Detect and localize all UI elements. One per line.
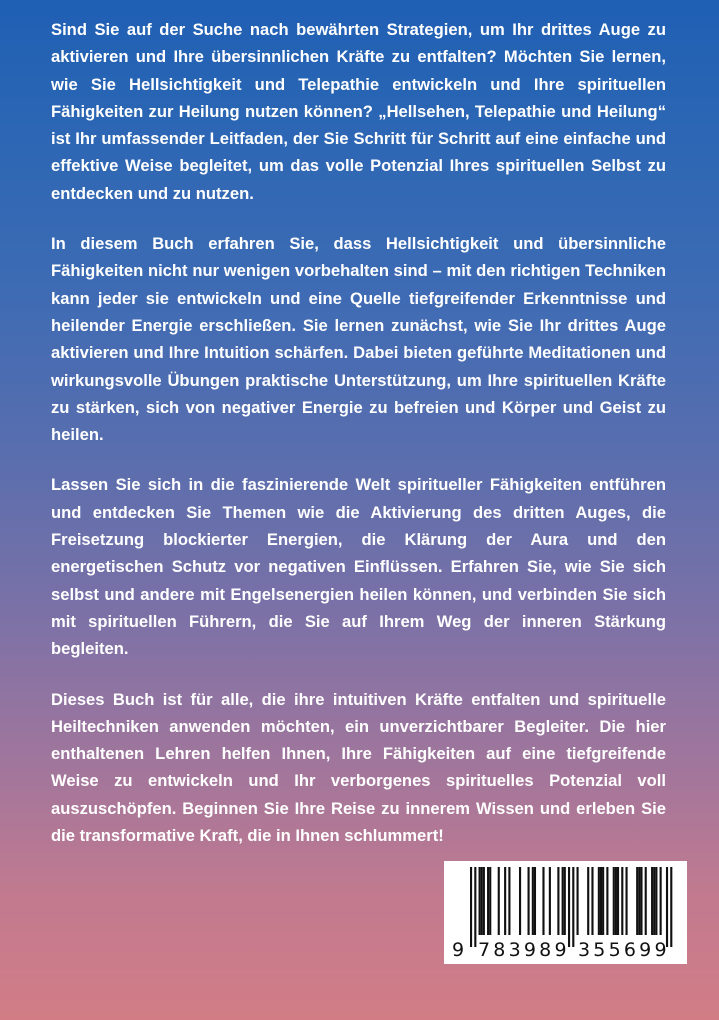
barcode-bar xyxy=(562,867,564,935)
blurb-paragraph-4: Dieses Buch ist für alle, die ihre intuitiven Kräfte entfalten und spirituelle Heiltechniken anwenden möchten, ein unverzichtbarer Begleiter. Die hier enthaltenen Lehren helfen Ihnen, Ihre Fähigkeiten auf eine tiefgreifende Weise zu entwickeln und Ihr verborgenes spirituelles Potenzial voll auszuschöpfen. Beginnen Sie Ihre Reise zu innerem Wissen und erleben Sie die transformative Kraft, die in Ihnen schlummert! xyxy=(51,689,666,846)
barcode-bar xyxy=(660,867,662,935)
isbn-right-group: 355699 xyxy=(578,939,670,961)
barcode-bar xyxy=(636,867,638,935)
blurb-paragraph-1: Sind Sie auf der Suche nach bewährten Strategien, um Ihr drittes Auge zu aktivieren und Ihre übersinnlichen Kräfte zu entfalten? Möchten Sie lernen, wie Sie Hellsichtigkeit und Telepathie entwickeln und Ihre spirituellen Fähigkeiten zur Heilung nutzen können? „Hellsehen, Telepathie und Heilung“ ist Ihr umfassender Leitfaden, der Sie Schritt für Schritt auf eine einfache und effektive Weise begleitet, um das volle Potenzial Ihres spirituellen Selbst zu entdecken und zu nutzen. xyxy=(51,20,666,203)
barcode-bar xyxy=(606,867,608,935)
barcode-bar xyxy=(653,867,655,935)
barcode-bar xyxy=(638,867,640,935)
barcode-bar xyxy=(487,867,489,935)
isbn-digits xyxy=(444,939,687,961)
barcode-bar xyxy=(483,867,485,935)
isbn-left-group: 783989 xyxy=(478,939,570,961)
barcode-bar xyxy=(568,867,570,947)
isbn-first-digit: 9 xyxy=(452,939,468,961)
barcode-bar xyxy=(640,867,642,935)
barcode-bar xyxy=(655,867,657,935)
barcode-bar xyxy=(528,867,530,935)
barcode-bar xyxy=(479,867,481,935)
barcode-bar xyxy=(615,867,617,935)
isbn-barcode xyxy=(444,861,687,964)
barcode-bar xyxy=(598,867,600,935)
barcode-bar xyxy=(489,867,491,935)
blurb-paragraph-3: Lassen Sie sich in die faszinierende Welt spiritueller Fähigkeiten entführen und entdecken Sie Themen wie die Aktivierung des dritten Auges, die Freisetzung blockierter Energien, die Klärung der Aura und den energetischen Schutz vor negativen Einflüssen. Erfahren Sie, wie Sie sich selbst und andere mit Engelsenergien heilen können, und verbinden Sie sich mit spirituellen Führern, die Sie auf Ihrem Weg der inneren Stärkung begleiten. xyxy=(51,475,666,659)
barcode-bar xyxy=(651,867,653,935)
barcode-bar xyxy=(577,867,579,935)
barcode-bar xyxy=(532,867,534,935)
barcode-bar xyxy=(617,867,619,935)
barcode-bar xyxy=(542,867,544,935)
barcode-bar xyxy=(621,867,623,935)
barcode-bar xyxy=(591,867,593,935)
barcode-bar xyxy=(572,867,574,947)
barcode-bar xyxy=(613,867,615,935)
blurb-text xyxy=(51,16,666,872)
barcode-bar xyxy=(587,867,589,935)
barcode-bar xyxy=(645,867,647,935)
barcode-bar xyxy=(519,867,521,935)
barcode-bar xyxy=(549,867,551,935)
barcode-bar xyxy=(481,867,483,935)
barcode-bar xyxy=(498,867,500,935)
blurb-paragraph-2: In diesem Buch erfahren Sie, dass Hellsichtigkeit und übersinnliche Fähigkeiten nicht nur wenigen vorbehalten sind – mit den richtigen Techniken kann jeder sie entwickeln und eine Quelle tiefgreifender Erkenntnisse und heilender Energie erschließen. Sie lernen zunächst, wie Sie Ihr drittes Auge aktivieren und Ihre Intuition schärfen. Dabei bieten geführte Meditationen und wirkungsvolle Übungen praktische Unterstützung, um Ihre spirituellen Kräfte zu stärken, sich von negativer Energie zu befreien und Körper und Geist zu heilen. xyxy=(51,234,666,445)
barcode-bar xyxy=(508,867,510,935)
barcode-bar xyxy=(474,867,476,947)
barcode-bar xyxy=(670,867,672,947)
barcode-bar xyxy=(470,867,472,947)
barcode-bar xyxy=(625,867,627,935)
barcode-bar xyxy=(602,867,604,935)
barcode-bar xyxy=(666,867,668,947)
barcode-bar xyxy=(557,867,559,935)
barcode-bar xyxy=(564,867,566,935)
barcode-bar xyxy=(600,867,602,935)
barcode-bar xyxy=(504,867,506,935)
barcode-bar xyxy=(534,867,536,935)
